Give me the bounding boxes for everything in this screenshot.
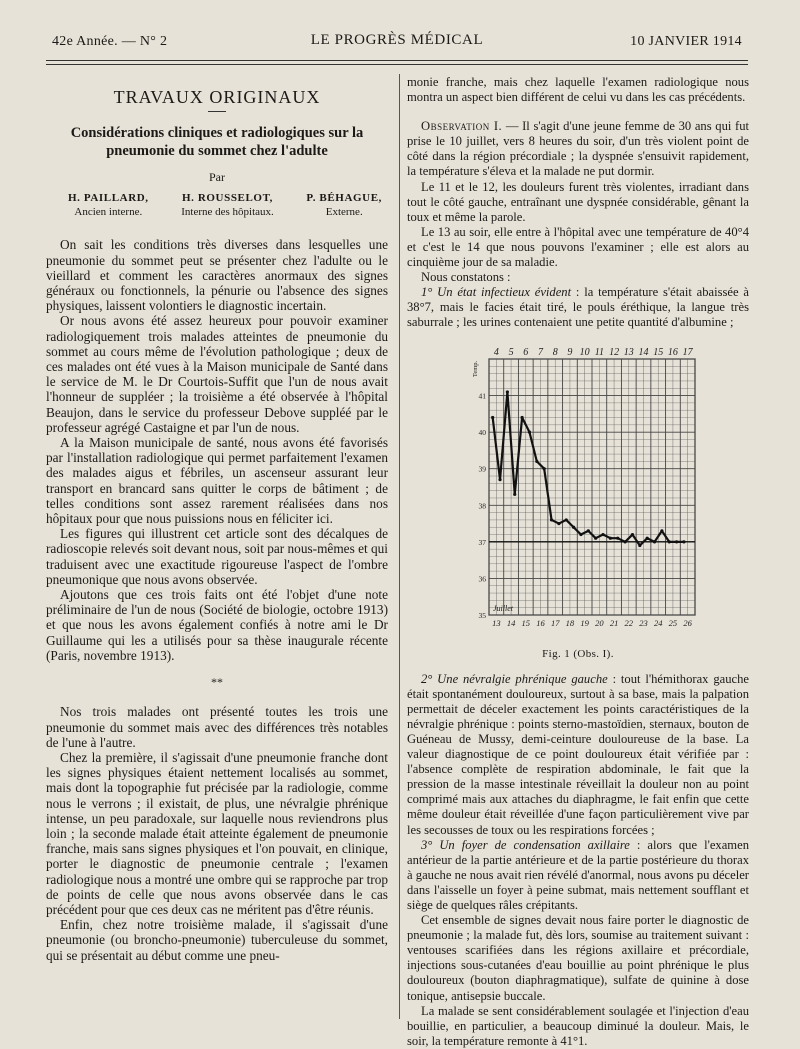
temperature-point	[624, 540, 627, 543]
top-date-label: 12	[609, 346, 620, 358]
issue-number: 42e Année. — N° 2	[52, 34, 168, 49]
top-date-label: 4	[493, 346, 499, 358]
temperature-point	[668, 540, 671, 543]
top-date-label: 11	[594, 346, 604, 358]
temperature-point	[579, 532, 582, 535]
paragraph: Nous constatons :	[421, 270, 511, 285]
temperature-point	[572, 525, 575, 528]
top-date-label: 5	[508, 346, 514, 358]
bottom-date-label: 25	[668, 617, 678, 628]
temperature-point	[631, 532, 634, 535]
bottom-date-label: 24	[653, 617, 663, 628]
bottom-date-label: 21	[609, 617, 619, 628]
list-item	[407, 285, 749, 330]
paragraph: Chez la première, il s'agissait d'une pneumonie franche dont les signes physiques étaient nettement localisés au sommet, mais dont la topographie fut précisée par la radiologie, comme nous le verrons ; il existait, de plus, une névralgie phrénique intense, un peu paradoxale, sur laquelle nous reviendrons plus loin ; la seconde malade était atteinte également de pneumonie franche, mais sans signes physiques et l'on pouvait, en clinique, porter le diagnostic de pneumonie centrale ; l'examen radiologique nous a montré une ombre qui se rapproche par trop de points de celle que nous avons observée dans le cas précédent pour que ces deux cas ne méritent pas d'être réunis.	[46, 749, 388, 917]
top-date-label: 8	[552, 346, 558, 358]
list-item	[407, 838, 749, 913]
top-date-label: 17	[682, 346, 693, 358]
bottom-date-label: 22	[624, 617, 634, 628]
bottom-date-label: 16	[536, 617, 545, 628]
y-tick-label: 37	[478, 537, 486, 547]
by-label: Par	[209, 170, 225, 185]
bottom-date-label: 18	[565, 617, 575, 628]
item-text: : alors que l'examen antérieur de la partie antérieure et de la partie postérieure du thorax à gauche ne nous avait rien révélé d'anormal, nous avons pu déceler dans l'aisselle un foyer à peine submat, mais nettement soufflant et siège de quelques râles crépitants.	[407, 837, 749, 912]
top-date-label: 13	[623, 346, 634, 358]
paragraph: Cet ensemble de signes devait nous faire porter le diagnostic de pneumonie ; la malade fut, dès lors, soumise au traitement suivant : ventouses scarifiées dans les régions axillaire et précordiale, injections sous-cutanées d'eau bouillie au point phrénique le plus douloureux (bouton diaphragmatique), sulfate de quinine à dose tonique, antisepsie buccale.	[407, 913, 749, 1003]
temperature-point	[513, 492, 516, 495]
column-divider	[399, 74, 400, 1019]
temperature-point	[653, 540, 656, 543]
paragraph: Les figures qui illustrent cet article sont des décalques de radioscopie relevés soit devant nous, soit par nous-mêmes et qui traduisent avec une exactitude rigoureuse l'aspect de l'ombre pneumonique que nous avons observée.	[46, 526, 388, 587]
bottom-date-label: 15	[521, 617, 531, 628]
temperature-point	[521, 415, 524, 418]
temperature-point	[535, 459, 538, 462]
author	[306, 191, 382, 219]
bottom-date-label: 13	[492, 617, 501, 628]
left-column	[46, 82, 388, 963]
bottom-date-label: 19	[580, 617, 589, 628]
top-date-label: 16	[667, 346, 678, 358]
paragraph: Le 13 au soir, elle entre à l'hôpital avec une température de 40°4 et c'est le 14 que nous pouvons l'examiner ; elle est alors au cinquième jour de sa maladie.	[407, 224, 749, 270]
temperature-point	[616, 536, 619, 539]
y-axis-label: Temp.	[472, 360, 479, 377]
author-name: P. BÉHAGUE,	[306, 192, 382, 205]
temperature-point	[498, 478, 501, 481]
authors	[46, 191, 388, 219]
temperature-point	[565, 518, 568, 521]
temperature-point	[506, 390, 509, 393]
issue-date: 10 JANVIER 1914	[630, 34, 742, 49]
temperature-point	[557, 521, 560, 524]
temperature-point	[675, 540, 678, 543]
top-date-label: 10	[579, 346, 590, 358]
header-rule-2	[46, 64, 748, 65]
temperature-point	[660, 529, 663, 532]
observation-label: Observation I.	[421, 119, 503, 134]
temperature-chart-svg	[469, 341, 699, 633]
temperature-point	[609, 536, 612, 539]
bottom-date-label: 26	[683, 617, 692, 628]
temperature-point	[543, 467, 546, 470]
top-date-label: 15	[653, 346, 664, 358]
title-dash	[208, 111, 226, 112]
author-role: Externe.	[325, 206, 363, 219]
top-date-label: 7	[538, 346, 543, 358]
month-label: Juillet	[493, 603, 513, 613]
y-tick-label: 39	[478, 464, 486, 474]
temperature-point	[601, 532, 604, 535]
temperature-point	[646, 536, 649, 539]
temperature-point	[550, 518, 553, 521]
temperature-point	[491, 415, 494, 418]
paragraph: Or nous avons été assez heureux pour pouvoir examiner radiologiquement trois malades atteintes de pneumonie du sommet au cours même de l'évolution pathologique ; deux de ces malades ont été vues à la Maison municipale de Santé dans le service de M. le Dr Courtois-Suffit que l'un de nous avait l'honneur de suppléer ; la troisième a été observée à l'hôpital Beaujon, dans le service du professeur Debove suppléé par le professeur agrégé Castaigne et par l'un de nous.	[46, 313, 388, 435]
temperature-point	[587, 529, 590, 532]
y-tick-label: 41	[478, 391, 486, 401]
author-name: H. ROUSSELOT,	[182, 192, 274, 205]
observation-paragraph	[407, 119, 749, 179]
y-tick-label: 40	[478, 427, 486, 437]
header-rule	[46, 60, 748, 61]
top-date-label: 14	[638, 346, 649, 358]
temperature-point	[528, 430, 531, 433]
temperature-chart	[407, 341, 749, 641]
top-date-label: 6	[523, 346, 529, 358]
paragraph: Enfin, chez notre troisième malade, il s'agissait d'une pneumonie (ou broncho-pneumonie) tuberculeuse du sommet, qui se présentait au début comme une pneu-	[46, 917, 388, 963]
bottom-date-label: 17	[550, 617, 560, 628]
bottom-date-label: 20	[595, 617, 604, 628]
author-role: Ancien interne.	[74, 206, 143, 219]
paragraph: monie franche, mais chez laquelle l'examen radiologique nous montra un aspect bien différent de celui vu dans les cas précédents.	[407, 75, 749, 105]
author-name: H. PAILLARD,	[68, 192, 149, 205]
temperature-point	[638, 543, 641, 546]
running-header	[52, 30, 742, 52]
item-label: 3° Un foyer de condensation axillaire	[421, 837, 630, 852]
journal-title: LE PROGRÈS MÉDICAL	[310, 32, 484, 48]
paragraph: Ajoutons que ces trois faits ont été l'objet d'une note préliminaire de l'un de nous (Société de biologie, octobre 1913) et que nous les avons également confiés à notre ami le Dr Guillaume qui les a utilisés pour sa thèse inaugurale récente (Paris, novembre 1913).	[46, 587, 388, 663]
paragraph: Le 11 et le 12, les douleurs furent très violentes, irradiant dans tout le côté gauche, entraînant une dyspnée considérable, gênant la toux et même la parole.	[407, 179, 749, 224]
author	[181, 191, 274, 219]
section-title: TRAVAUX ORIGINAUX	[113, 87, 321, 107]
item-text: : tout l'hémithorax gauche était spontanément douloureux, surtout à sa base, mais la palpation permettait de déceler exactement les points caractéristiques de la névralgie phrénique : points sterno-mastoïdien, sternaux, bouton de Guéneau de Mussy, demi-ceinture douloureuse de la base. La valeur diagnostique de ce point douloureux était vérifiée par : l'absence complète de respiration abdominale, le fait que la pression de la masse intestinale réveillait la douleur non au point comprimé mais aux attaches du diaphragme, le fait enfin que cette même douleur était réveillée d'une façon particulièrement vive par les secousses de toux ou les respirations forcées ;	[407, 671, 749, 837]
temperature-point	[682, 540, 685, 543]
bottom-date-label: 23	[639, 617, 648, 628]
section-separator: **	[211, 675, 223, 690]
bottom-date-label: 14	[506, 617, 516, 628]
figure-caption: Fig. 1 (Obs. I).	[542, 647, 614, 660]
observation-text: — Il s'agit d'une jeune femme de 30 ans qui fut prise le 10 juillet, vers 8 heures du soir, d'un très violent point de côté dans la région précordiale ; la dyspnée s'ensuivit rapidement, la température s'éleva et la malade ne put dormir.	[407, 119, 749, 179]
y-tick-label: 36	[478, 573, 486, 583]
paragraph: A la Maison municipale de santé, nous avons été favorisés par l'installation radiologique qui permet parfaitement l'examen des malades aigus et fébriles, un ascenseur assurant leur transport en brancard sans quitter le corps de bâtiment ; de telles conditions sont assez rarement réalisées dans nos hôpitaux pour que nous puissions nous en féliciter ici.	[46, 435, 388, 527]
y-tick-label: 38	[478, 500, 486, 510]
item-label: 1° Un état infectieux évident	[421, 285, 572, 300]
author-role: Interne des hôpitaux.	[181, 206, 274, 219]
item-label: 2° Une névralgie phrénique gauche	[421, 671, 608, 686]
author	[68, 191, 149, 219]
right-column	[407, 75, 749, 1049]
paragraph: Nos trois malades ont présenté toutes les trois une pneumonie du sommet mais avec des différences très notables de l'une à l'autre.	[46, 704, 388, 750]
list-item	[407, 672, 749, 838]
paragraph: On sait les conditions très diverses dans lesquelles une pneumonie du sommet peut se présenter chez l'adulte ou le vieillard et comment les caractères anormaux des signes généraux ou fonctionnels, la pénurie ou l'absence des signes physiques, laissent volontiers le diagnostic incertain.	[46, 237, 388, 314]
y-tick-label: 35	[478, 610, 486, 620]
item-text: : la température s'était abaissée à 38°7, mais le facies était tiré, le pouls éréthique, la langue très saburrale ; les urines contenaient une petite quantité d'albumine ;	[407, 285, 749, 330]
temperature-point	[594, 536, 597, 539]
top-date-label: 9	[567, 346, 573, 358]
paragraph: La malade se sent considérablement soulagée et l'injection d'eau bouillie, en particulier, a beaucoup diminué la douleur. Mais, le soir, la température remonte à 41°1.	[407, 1003, 749, 1048]
article-title: Considérations cliniques et radiologiques sur la pneumonie du sommet chez l'adulte	[70, 125, 364, 160]
